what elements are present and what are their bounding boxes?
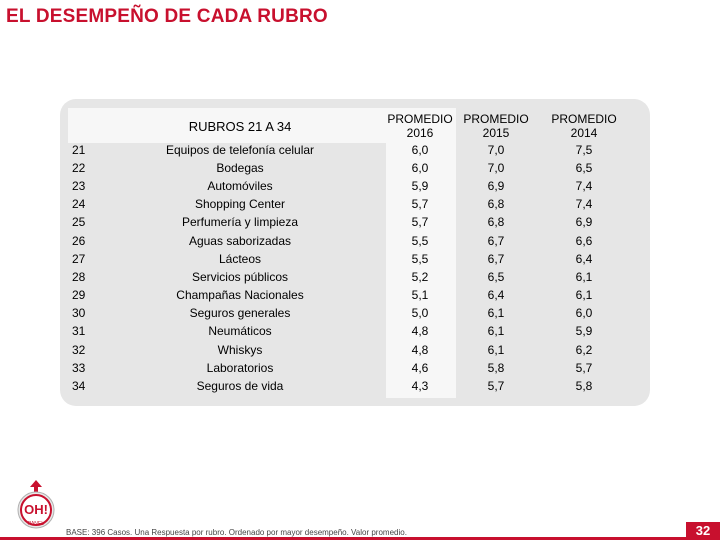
promedio-2014: 5,7: [575, 361, 593, 375]
table-row: [0, 141, 720, 159]
promedio-2015: 6,7: [487, 234, 505, 248]
promedio-2014: 6,2: [575, 343, 593, 357]
row-number: 32: [72, 343, 86, 357]
page-number: 32: [686, 522, 720, 540]
rubro-name: Lácteos: [218, 252, 262, 266]
row-number: 30: [72, 306, 86, 320]
table-row: [0, 159, 720, 177]
promedio-2015: 5,7: [487, 379, 505, 393]
footnote: BASE: 396 Casos. Una Respuesta por rubro. Ordenado por mayor desempeño. Valor promedio.: [66, 528, 407, 537]
row-number: 33: [72, 361, 86, 375]
table-row: [0, 195, 720, 213]
row-number: 23: [72, 179, 86, 193]
promedio-2014: 6,1: [575, 288, 593, 302]
table-row: [0, 322, 720, 340]
promedio-2016: 4,6: [411, 361, 429, 375]
promedio-2014: 6,0: [575, 306, 593, 320]
rubro-name: Champañas Nacionales: [176, 288, 304, 302]
promedio-2014: 7,5: [575, 143, 593, 157]
row-number: 26: [72, 234, 86, 248]
row-number: 31: [72, 324, 86, 338]
rubro-name: Aguas saborizadas: [188, 234, 292, 248]
promedio-2016: 6,0: [411, 161, 429, 175]
promedio-2014: 7,4: [575, 197, 593, 211]
promedio-2014: 5,8: [575, 379, 593, 393]
table-row: [0, 268, 720, 286]
row-number: 25: [72, 215, 86, 229]
rubro-name: Seguros de vida: [196, 379, 284, 393]
table-row: [0, 232, 720, 250]
promedio-2015: 6,4: [487, 288, 505, 302]
row-number: 22: [72, 161, 86, 175]
promedio-2016: 5,5: [411, 234, 429, 248]
rubro-name: Shopping Center: [194, 197, 286, 211]
rubro-name: Automóviles: [207, 179, 273, 193]
promedio-2016: 5,2: [411, 270, 429, 284]
promedio-2015: 7,0: [487, 161, 505, 175]
promedio-2015: 6,9: [487, 179, 505, 193]
table-row: [0, 177, 720, 195]
promedio-2016: 4,8: [411, 324, 429, 338]
promedio-2016: 5,7: [411, 197, 429, 211]
rubro-name: Perfumería y limpieza: [181, 215, 299, 229]
header-promedio-2014: PROMEDIO 2014: [551, 112, 617, 140]
rubro-name: Laboratorios: [206, 361, 274, 375]
row-number: 34: [72, 379, 86, 393]
promedio-2015: 6,1: [487, 306, 505, 320]
promedio-2016: 6,0: [411, 143, 429, 157]
table-row: [0, 377, 720, 395]
rubro-name: Bodegas: [216, 161, 264, 175]
promedio-2015: 6,1: [487, 324, 505, 338]
svg-text:PANEL: PANEL: [27, 521, 45, 527]
promedio-2016: 5,0: [411, 306, 429, 320]
promedio-2015: 5,8: [487, 361, 505, 375]
header-promedio-2016: PROMEDIO 2016: [387, 112, 453, 140]
promedio-2016: 5,9: [411, 179, 429, 193]
rubro-name: Equipos de telefonía celular: [165, 143, 315, 157]
row-number: 28: [72, 270, 86, 284]
rubro-name: Servicios públicos: [191, 270, 289, 284]
promedio-2015: 6,8: [487, 215, 505, 229]
svg-text:OH!: OH!: [24, 502, 48, 517]
rubros-header: RUBROS 21 A 34: [188, 119, 292, 134]
promedio-2014: 6,6: [575, 234, 593, 248]
table-row: [0, 286, 720, 304]
rubro-name: Whiskys: [217, 343, 263, 357]
promedio-2015: 6,7: [487, 252, 505, 266]
slide-title: EL DESEMPEÑO DE CADA RUBRO: [6, 6, 328, 27]
promedio-2014: 7,4: [575, 179, 593, 193]
promedio-2015: 6,8: [487, 197, 505, 211]
promedio-2014: 6,4: [575, 252, 593, 266]
row-number: 24: [72, 197, 86, 211]
promedio-2014: 6,1: [575, 270, 593, 284]
promedio-2014: 5,9: [575, 324, 593, 338]
promedio-2016: 4,8: [411, 343, 429, 357]
row-number: 29: [72, 288, 86, 302]
promedio-2016: 5,1: [411, 288, 429, 302]
row-number: 21: [72, 143, 86, 157]
table-row: [0, 304, 720, 322]
promedio-2016: 4,3: [411, 379, 429, 393]
promedio-2014: 6,5: [575, 161, 593, 175]
promedio-2015: 6,1: [487, 343, 505, 357]
table-row: [0, 250, 720, 268]
rubro-name: Seguros generales: [189, 306, 291, 320]
rubro-name: Neumáticos: [208, 324, 272, 338]
table-row: [0, 341, 720, 359]
table-row: [0, 213, 720, 231]
promedio-2014: 6,9: [575, 215, 593, 229]
row-number: 27: [72, 252, 86, 266]
ohpanel-logo: [10, 478, 62, 530]
table-row: [0, 359, 720, 377]
header-promedio-2015: PROMEDIO 2015: [463, 112, 529, 140]
promedio-2016: 5,7: [411, 215, 429, 229]
promedio-2015: 7,0: [487, 143, 505, 157]
promedio-2016: 5,5: [411, 252, 429, 266]
promedio-2015: 6,5: [487, 270, 505, 284]
